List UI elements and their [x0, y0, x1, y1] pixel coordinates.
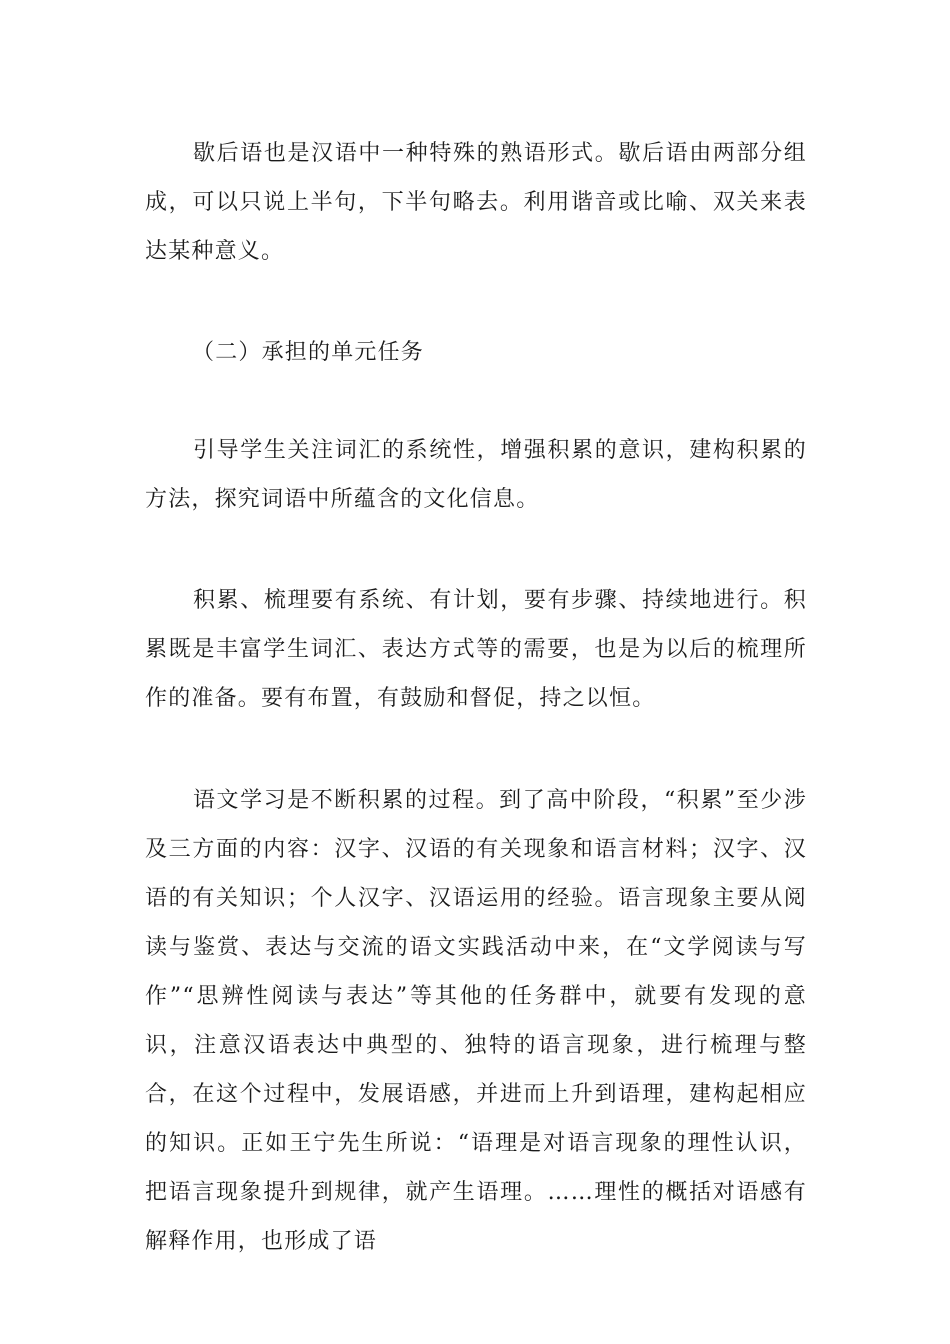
paragraph-accumulation: 积累、梳理要有系统、有计划，要有步骤、持续地进行。积累既是丰富学生词汇、表达方式等的需要，也是为以后的梳理所作的准备。要有布置，有鼓励和督促，持之以恒。: [145, 588, 807, 711]
paragraph-unit-task: 引导学生关注词汇的系统性，增强积累的意识，建构积累的方法，探究词语中所蕴含的文化信息。: [145, 438, 807, 512]
section-heading: （二）承担的单元任务: [192, 340, 425, 365]
paragraph-language-learning: 语文学习是不断积累的过程。到了高中阶段，“积累”至少涉及三方面的内容：汉字、汉语的有关现象和语言材料；汉字、汉语的有关知识；个人汉字、汉语运用的经验。语言现象主要从阅读与鉴赏、表达与交流的语文实践活动中来，在“文学阅读与写作”“思辨性阅读与表达”等其他的任务群中，就要有发现的意识，注意汉语表达中典型的、独特的语言现象，进行梳理与整合，在这个过程中，发展语感，并进而上升到语理，建构起相应的知识。正如王宁先生所说：“语理是对语言现象的理性认识，把语言现象提升到规律，就产生语理。……理性的概括对语感有解释作用，也形成了语: [145, 788, 807, 1254]
paragraph-xiehouyu: 歇后语也是汉语中一种特殊的熟语形式。歇后语由两部分组成，可以只说上半句，下半句略去。利用谐音或比喻、双关来表达某种意义。: [145, 141, 807, 264]
